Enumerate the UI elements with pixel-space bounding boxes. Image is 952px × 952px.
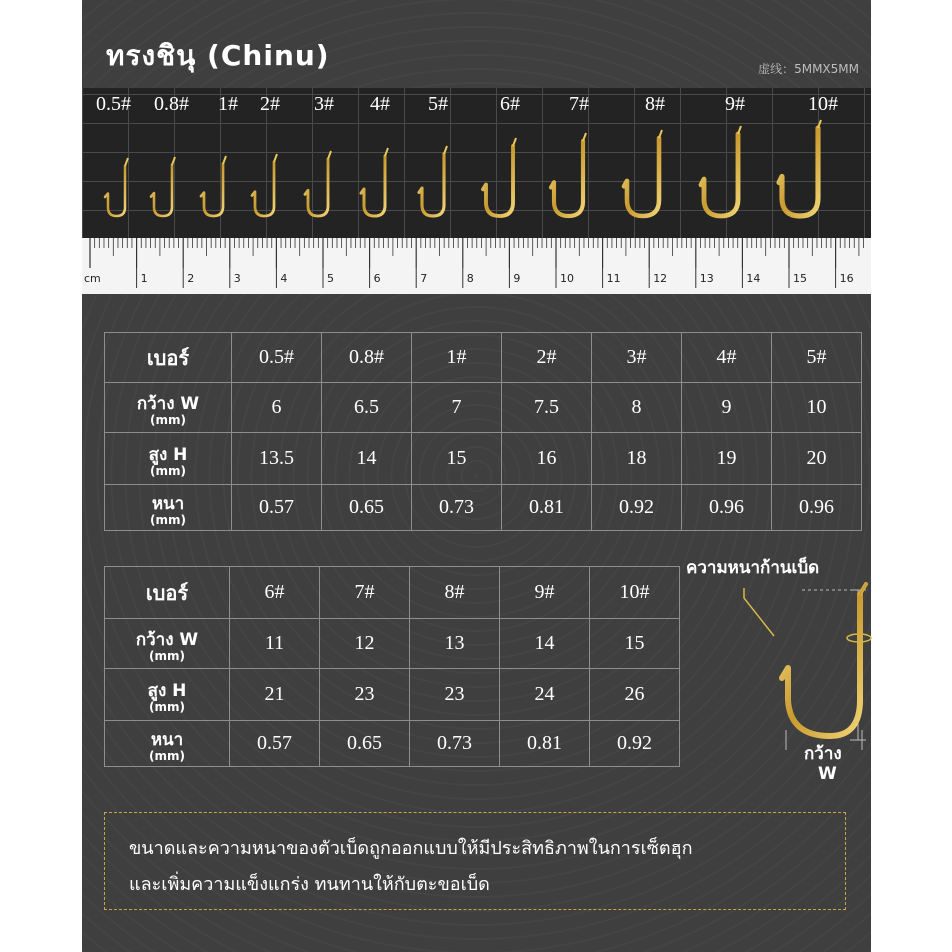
row-header-label: สูง H [147,680,187,701]
hook-size-label: 4# [370,93,390,115]
hook-eye [328,151,331,159]
hook-size-label: 8# [645,93,665,115]
table-cell: 13 [410,619,500,669]
table-cell: 20 [772,433,862,485]
hook-eye [659,130,662,138]
row-header-size: เบอร์ [105,567,230,619]
table-cell: 23 [410,669,500,721]
hook-size-label: 3# [314,93,334,115]
table-cell: 14 [322,433,412,485]
hook-eye [385,148,388,156]
table-cell: 14 [500,619,590,669]
table-row [105,433,862,485]
hook-eye [513,138,516,146]
width-label-letter: W [818,764,837,784]
hook-size-label: 10# [808,93,838,115]
table-cell: 0.73 [412,485,502,531]
description-line: และเพิ่มความแข็งแกร่ง ทนทานให้กับตะขอเบ็ด [129,874,490,895]
table-cell: 8# [410,567,500,619]
fish-hook [701,134,738,216]
table-row [105,721,680,767]
hook-eye [172,157,175,165]
table-cell: 12 [320,619,410,669]
table-row [105,485,862,531]
table-cell: 7# [320,567,410,619]
hook-eye [125,158,128,166]
table-row [105,333,862,383]
hook-eye [274,154,277,162]
hook-lineup [82,88,871,238]
table-cell: 0.81 [500,721,590,767]
ruler-number: 8 [466,272,474,285]
table-cell: 0.65 [322,485,412,531]
table-cell: 6# [230,567,320,619]
table-cell: 6 [232,383,322,433]
table-cell: 26 [590,669,680,721]
hook-size-label: 6# [500,93,520,115]
table-cell: 9 [682,383,772,433]
ruler-unit: cm [84,272,101,285]
row-header-label: กว้าง W [135,629,199,650]
hook-eye [444,146,447,154]
row-header-width [105,619,230,669]
width-label: กว้าง [804,744,842,764]
row-header-thickness [105,485,232,531]
row-header-label: หนา [151,493,185,514]
height-label: สูง [878,646,897,666]
table-cell: 0.57 [230,721,320,767]
table-row [105,669,680,721]
ruler [82,238,871,294]
row-header-unit: (mm) [149,699,185,714]
ruler-number: 14 [746,272,761,285]
grid-note: 虚线：5MMX5MM [758,62,859,76]
fish-hook [419,154,444,216]
ruler-number: 4 [280,272,288,285]
fish-hook [305,159,328,216]
fish-hook [779,128,818,216]
hook-eye [583,133,586,141]
table-cell: 21 [230,669,320,721]
ruler-number: 12 [653,272,668,285]
table-cell: 0.92 [590,721,680,767]
fish-hook [105,166,125,216]
row-header-unit: (mm) [150,412,186,427]
row-header-label: สูง H [148,444,188,465]
ruler-number: 9 [513,272,521,285]
ruler-number: 15 [793,272,807,285]
hook-eye [818,120,821,128]
table-cell: 7 [412,383,502,433]
ruler-number: 6 [373,272,381,285]
description-line: ขนาดและความหนาของตัวเบ็ดถูกออกแบบให้มีประสิทธิภาพในการเซ็ตฮุก [129,838,693,859]
product-panel [82,0,897,952]
spec-table-1 [104,332,862,531]
hook-size-label: 2# [260,93,280,115]
fish-hook [151,165,172,216]
hook-size-label: 0.5# [96,93,131,115]
ruler-number: 10 [560,272,574,285]
hook-eye [738,126,741,134]
hook-eye [223,156,226,164]
row-header-unit: (mm) [150,463,186,478]
fish-hook [551,141,583,216]
row-header-label: หนา [150,729,184,750]
row-header-height [105,669,230,721]
row-header-label: กว้าง W [136,393,200,414]
table-cell: 3# [592,333,682,383]
table-cell: 0.8# [322,333,412,383]
table-cell: 0.81 [502,485,592,531]
ruler-number: 11 [606,272,621,285]
row-header-height [105,433,232,485]
ruler-number: 7 [420,272,428,285]
table-cell: 6.5 [322,383,412,433]
hook-size-label: 9# [725,93,745,115]
table-cell: 10 [772,383,862,433]
hooks-drawing [82,88,871,238]
table-cell: 11 [230,619,320,669]
table-cell: 9# [500,567,590,619]
ruler-number: 5 [327,272,334,285]
spec-table-2 [104,566,680,767]
table-cell: 1# [412,333,502,383]
table-cell: 15 [412,433,502,485]
table-cell: 0.92 [592,485,682,531]
table-cell: 7.5 [502,383,592,433]
table-cell: 23 [320,669,410,721]
row-header-size: เบอร์ [105,333,232,383]
table-cell: 0.73 [410,721,500,767]
fish-hook [252,162,274,216]
table-cell: 19 [682,433,772,485]
ruler-number: 1 [140,272,148,285]
hook-size-label: 1# [218,93,238,115]
row-header-width [105,383,232,433]
hook-size-label: 7# [569,93,589,115]
row-header-unit: (mm) [149,748,185,763]
thickness-label: ความหนาก้านเบ็ด [686,558,820,578]
fish-hook [201,164,223,216]
ruler-number: 16 [839,272,854,285]
hook-size-label: 5# [428,93,448,115]
table-cell: 0.96 [772,485,862,531]
table-cell: 24 [500,669,590,721]
table-cell: 0.57 [232,485,322,531]
table-cell: 4# [682,333,772,383]
ruler-number: 2 [187,272,195,285]
table-cell: 5# [772,333,862,383]
table-cell: 16 [502,433,592,485]
height-label-letter: H [882,666,897,686]
ruler-number: 13 [699,272,714,285]
table-cell: 0.5# [232,333,322,383]
table-cell: 18 [592,433,682,485]
table-cell: 2# [502,333,592,383]
fish-hook [624,138,659,216]
ruler-number: 3 [233,272,241,285]
table-cell: 0.96 [682,485,772,531]
table-row [105,619,680,669]
hook-dimension-diagram [682,550,897,790]
page-title: ทรงชินุ (Chinu) [106,39,330,72]
table-cell: 10# [590,567,680,619]
table-row [105,567,680,619]
table-row [105,383,862,433]
table-cell: 13.5 [232,433,322,485]
hook-diagram-drawing [682,550,871,790]
fish-hook [483,146,513,216]
row-header-thickness [105,721,230,767]
description-box [104,812,846,910]
table-cell: 0.65 [320,721,410,767]
row-header-unit: (mm) [149,648,185,663]
table-cell: 8 [592,383,682,433]
row-header-unit: (mm) [150,512,186,527]
table-cell: 15 [590,619,680,669]
ruler-scale [82,238,871,294]
hook-size-label: 0.8# [154,93,189,115]
fish-hook [361,156,385,216]
